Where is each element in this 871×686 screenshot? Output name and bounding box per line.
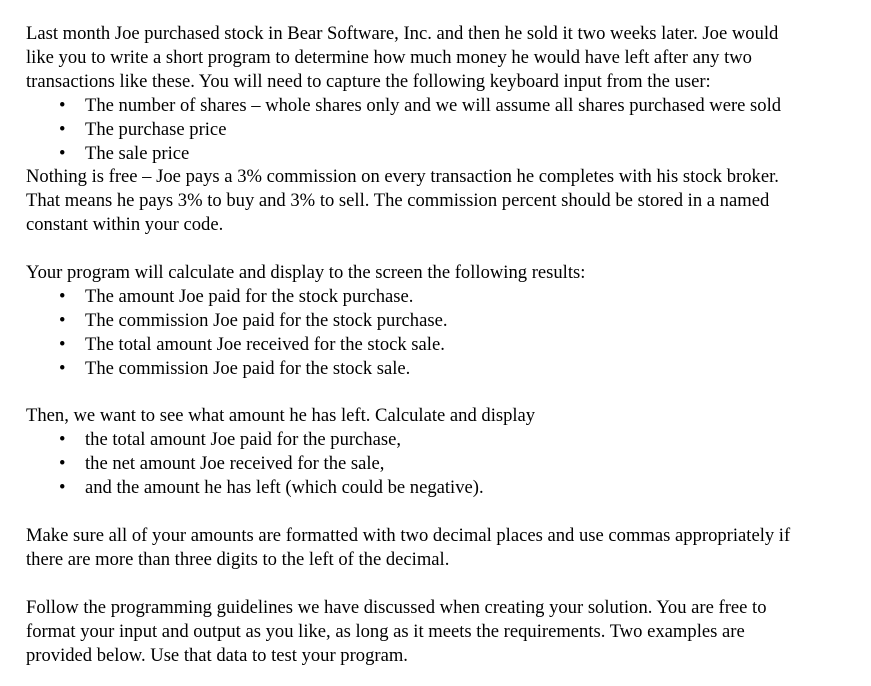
list-item: • The total amount Joe received for the stock sale. bbox=[26, 333, 861, 357]
text-line: Make sure all of your amounts are formatted with two decimal places and use commas appropriately if bbox=[26, 524, 791, 546]
format-paragraph bbox=[26, 524, 861, 572]
text-line: there are more than three digits to the left of the decimal. bbox=[26, 548, 450, 570]
paragraph-gap bbox=[26, 237, 861, 261]
paragraph-gap bbox=[26, 572, 861, 596]
text-line: provided below. Use that data to test your program. bbox=[26, 644, 408, 666]
text-line: like you to write a short program to determine how much money he would have left after any two bbox=[26, 46, 752, 68]
list-item: • The number of shares – whole shares only and we will assume all shares purchased were sold bbox=[26, 94, 861, 118]
list-item: • the total amount Joe paid for the purchase, bbox=[26, 428, 861, 452]
list-item: • The amount Joe paid for the stock purchase. bbox=[26, 285, 861, 309]
text-line: Last month Joe purchased stock in Bear Software, Inc. and then he sold it two weeks later. Joe would bbox=[26, 23, 779, 44]
paragraph-gap bbox=[26, 381, 861, 405]
text-line: transactions like these. You will need to capture the following keyboard input from the user: bbox=[26, 70, 711, 92]
text-line: Follow the programming guidelines we have discussed when creating your solution. You are free to bbox=[26, 596, 767, 618]
input-list bbox=[26, 94, 861, 166]
list-item: • The sale price bbox=[26, 142, 861, 166]
text-line: That means he pays 3% to buy and 3% to sell. The commission percent should be stored in a named bbox=[26, 190, 770, 212]
list-item: • The commission Joe paid for the stock sale. bbox=[26, 357, 861, 381]
list-item: • and the amount he has left (which could be negative). bbox=[26, 476, 861, 500]
results-list bbox=[26, 285, 861, 381]
results-intro: Your program will calculate and display to the screen the following results: bbox=[26, 262, 586, 284]
list-item: • the net amount Joe received for the sale, bbox=[26, 452, 861, 476]
list-item: • The commission Joe paid for the stock purchase. bbox=[26, 309, 861, 333]
left-intro: Then, we want to see what amount he has left. Calculate and display bbox=[26, 405, 536, 427]
left-list bbox=[26, 428, 861, 500]
intro-paragraph bbox=[26, 22, 861, 94]
guidelines-paragraph bbox=[26, 596, 861, 668]
paragraph-gap bbox=[26, 500, 861, 524]
text-line: constant within your code. bbox=[26, 214, 224, 236]
commission-paragraph bbox=[26, 165, 861, 237]
text-line: Nothing is free – Joe pays a 3% commission on every transaction he completes with his stock broker. bbox=[26, 166, 779, 188]
list-item: • The purchase price bbox=[26, 118, 861, 142]
text-line: format your input and output as you like, as long as it meets the requirements. Two examples are bbox=[26, 620, 745, 642]
